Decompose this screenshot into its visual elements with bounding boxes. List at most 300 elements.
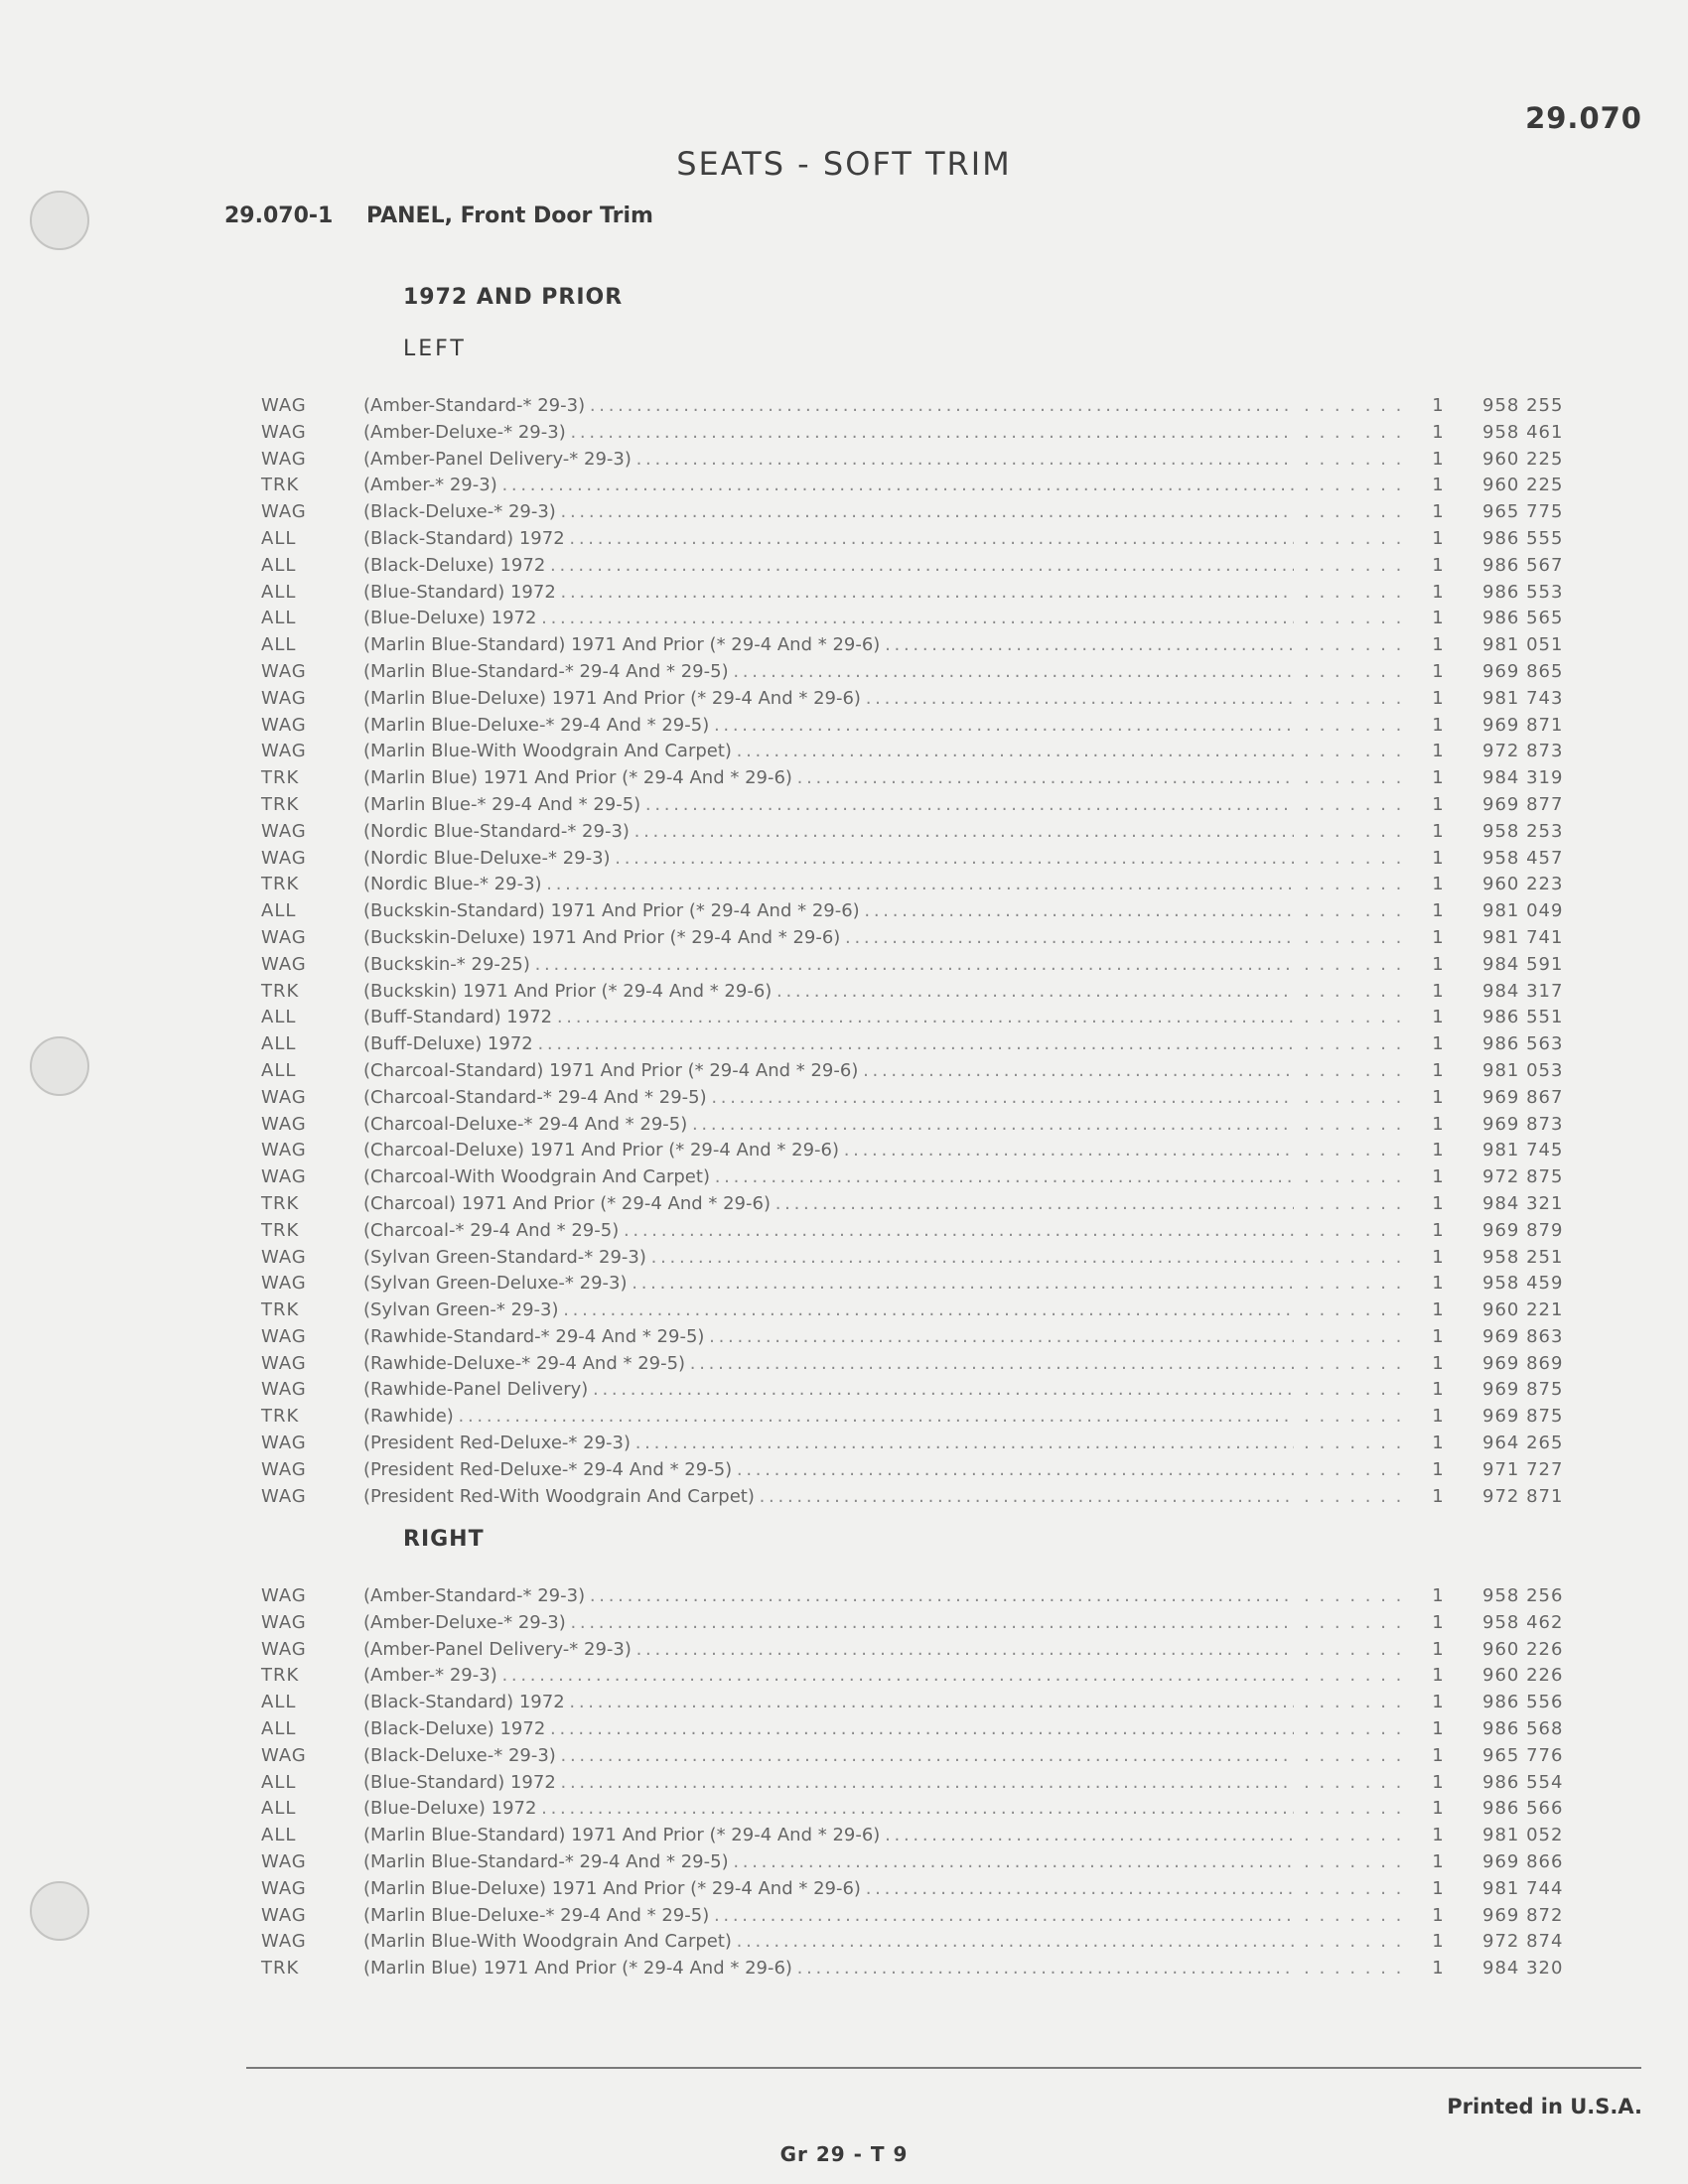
table-row (261, 686, 1582, 713)
quantity: 1 (1423, 1245, 1453, 1272)
table-row (261, 1663, 1582, 1690)
quantity: 1 (1423, 632, 1453, 659)
quantity: 1 (1423, 1583, 1453, 1610)
part-number-value: 981 051 (1482, 632, 1582, 659)
table-row (261, 1876, 1582, 1903)
model-code: WAG (261, 847, 307, 869)
model-code: WAG (261, 1850, 307, 1872)
leader-dots: . . . . . . . (1304, 1770, 1393, 1797)
table-row (261, 1164, 1582, 1191)
leader-dots: . . . . . . . (1304, 580, 1393, 607)
part-description: (Marlin Blue-Deluxe) 1971 And Prior (* 29-4 And * 29-6) . . . (363, 1876, 1515, 1903)
part-description: (President Red-With Woodgrain And Carpet) . . . (363, 1484, 1515, 1511)
part-description: (President Red-Deluxe-* 29-3) . . . (363, 1431, 1515, 1457)
part-description: (Sylvan Green-Standard-* 29-3) . . . (363, 1245, 1515, 1272)
model-code: ALL (261, 1007, 297, 1028)
table-row (261, 1690, 1582, 1716)
table-row (261, 739, 1582, 765)
part-number-value: 960 225 (1482, 473, 1582, 499)
part-description: (Amber-Panel Delivery-* 29-3) . . . (363, 447, 1515, 474)
part-description: (Amber-* 29-3) . . . (363, 1663, 1515, 1690)
model-code: TRK (261, 1406, 300, 1428)
part-description: (Blue-Deluxe) 1972 . . . (363, 1796, 1515, 1823)
part-description: (Buckskin-Deluxe) 1971 And Prior (* 29-4 And * 29-6) . . . (363, 925, 1515, 952)
leader-dots: . . . . . . . (1304, 1637, 1393, 1664)
leader-dots: . . . . . . . (1304, 686, 1393, 713)
table-row (261, 1796, 1582, 1823)
part-number-value: 958 457 (1482, 846, 1582, 873)
quantity: 1 (1423, 1484, 1453, 1511)
part-description: (Marlin Blue) 1971 And Prior (* 29-4 And * 29-6) . . . (363, 1956, 1515, 1982)
table-row (261, 1956, 1582, 1982)
table-row (261, 1823, 1582, 1849)
part-number-value: 972 875 (1482, 1164, 1582, 1191)
part-description: (Charcoal) 1971 And Prior (* 29-4 And * 29-6) . . . (363, 1191, 1515, 1218)
quantity: 1 (1423, 1796, 1453, 1823)
leader-dots: . . . . . . . (1304, 1929, 1393, 1956)
leader-dots: . . . . . . . (1304, 898, 1393, 925)
part-description: (Marlin Blue) 1971 And Prior (* 29-4 And * 29-6) . . . (363, 765, 1515, 792)
leader-dots: . . . . . . . (1304, 1351, 1393, 1378)
model-code: ALL (261, 900, 297, 922)
leader-dots: . . . . . . . (1304, 1297, 1393, 1324)
part-description: (Rawhide) . . . (363, 1404, 1515, 1431)
model-code: TRK (261, 1192, 300, 1214)
leader-dots: . . . . . . . (1304, 925, 1393, 952)
table-row (261, 1005, 1582, 1031)
part-number-value: 960 223 (1482, 872, 1582, 898)
quantity: 1 (1423, 979, 1453, 1006)
part-description: (Marlin Blue-Standard-* 29-4 And * 29-5) . . . (363, 1849, 1515, 1876)
table-row (261, 1903, 1582, 1930)
quantity: 1 (1423, 1610, 1453, 1637)
leader-dots: . . . . . . . (1304, 1271, 1393, 1297)
quantity: 1 (1423, 1138, 1453, 1164)
quantity: 1 (1423, 1058, 1453, 1085)
leader-dots: . . . . . . . (1304, 659, 1393, 686)
part-description: (Charcoal-With Woodgrain And Carpet) . . . (363, 1164, 1515, 1191)
leader-dots: . . . . . . . (1304, 393, 1393, 420)
table-row (261, 1031, 1582, 1058)
model-code: TRK (261, 793, 300, 815)
quantity: 1 (1423, 1031, 1453, 1058)
leader-dots: . . . . . . . (1304, 1005, 1393, 1031)
leader-dots: . . . . . . . (1304, 553, 1393, 580)
quantity: 1 (1423, 393, 1453, 420)
leader-dots: . . . . . . . (1304, 473, 1393, 499)
table-row (261, 765, 1582, 792)
part-description: (Marlin Blue-* 29-4 And * 29-5) . . . (363, 792, 1515, 819)
part-description: (Amber-Standard-* 29-3) . . . (363, 393, 1515, 420)
part-number-value: 958 251 (1482, 1245, 1582, 1272)
quantity: 1 (1423, 819, 1453, 846)
table-row (261, 846, 1582, 873)
part-description: (Blue-Deluxe) 1972 . . . (363, 606, 1515, 632)
leader-dots: . . . . . . . (1304, 979, 1393, 1006)
leader-dots: . . . . . . . (1304, 846, 1393, 873)
model-code: TRK (261, 874, 300, 895)
table-row (261, 420, 1582, 447)
leader-dots: . . . . . . . (1304, 1484, 1393, 1511)
leader-dots: . . . . . . . (1304, 1583, 1393, 1610)
part-description: (Black-Deluxe) 1972 . . . (363, 553, 1515, 580)
leader-dots: . . . . . . . (1304, 1324, 1393, 1351)
section-title: SEATS - SOFT TRIM (676, 145, 1012, 183)
part-description: (Marlin Blue-Deluxe-* 29-4 And * 29-5) . . . (363, 713, 1515, 740)
part-description: (Nordic Blue-* 29-3) . . . (363, 872, 1515, 898)
leader-dots: . . . . . . . (1304, 1716, 1393, 1743)
quantity: 1 (1423, 1743, 1453, 1770)
table-row (261, 632, 1582, 659)
table-row (261, 473, 1582, 499)
leader-dots: . . . . . . . (1304, 1031, 1393, 1058)
table-row (261, 499, 1582, 526)
part-description: (Buckskin-* 29-25) . . . (363, 952, 1515, 979)
quantity: 1 (1423, 1849, 1453, 1876)
quantity: 1 (1423, 1404, 1453, 1431)
leader-dots: . . . . . . . (1304, 1849, 1393, 1876)
leader-dots: . . . . . . . (1304, 1377, 1393, 1404)
quantity: 1 (1423, 580, 1453, 607)
quantity: 1 (1423, 499, 1453, 526)
left-parts-list (261, 393, 1582, 1510)
page-number: 29.070 (1525, 101, 1642, 135)
leader-dots: . . . . . . . (1304, 606, 1393, 632)
part-description: (Marlin Blue-Standard) 1971 And Prior (* 29-4 And * 29-6) . . . (363, 1823, 1515, 1849)
part-description: (Marlin Blue-Standard) 1971 And Prior (* 29-4 And * 29-6) . . . (363, 632, 1515, 659)
model-code: ALL (261, 1771, 297, 1793)
quantity: 1 (1423, 1324, 1453, 1351)
part-name: PANEL, Front Door Trim (366, 204, 653, 228)
part-description: (Marlin Blue-Standard-* 29-4 And * 29-5) . . . (363, 659, 1515, 686)
table-row (261, 872, 1582, 898)
quantity: 1 (1423, 659, 1453, 686)
model-code: TRK (261, 1665, 300, 1687)
table-row (261, 393, 1582, 420)
part-number-value: 986 566 (1482, 1796, 1582, 1823)
part-number-value: 972 873 (1482, 739, 1582, 765)
quantity: 1 (1423, 1085, 1453, 1112)
part-number-value: 971 727 (1482, 1457, 1582, 1484)
quantity: 1 (1423, 1005, 1453, 1031)
leader-dots: . . . . . . . (1304, 499, 1393, 526)
table-row (261, 526, 1582, 553)
model-code: ALL (261, 1717, 297, 1739)
part-description: (Black-Standard) 1972 . . . (363, 1690, 1515, 1716)
part-description: (Sylvan Green-* 29-3) . . . (363, 1297, 1515, 1324)
part-description: (Rawhide-Deluxe-* 29-4 And * 29-5) . . . (363, 1351, 1515, 1378)
quantity: 1 (1423, 898, 1453, 925)
part-number: 29.070-1 (224, 204, 334, 228)
quantity: 1 (1423, 1690, 1453, 1716)
footer-page-code: Gr 29 - T 9 (779, 2142, 909, 2166)
part-number-value: 984 320 (1482, 1956, 1582, 1982)
part-description: (Buff-Standard) 1972 . . . (363, 1005, 1515, 1031)
part-number-value: 986 565 (1482, 606, 1582, 632)
part-number-value: 981 052 (1482, 1823, 1582, 1849)
leader-dots: . . . . . . . (1304, 526, 1393, 553)
binder-hole-bottom (30, 1881, 89, 1941)
leader-dots: . . . . . . . (1304, 1823, 1393, 1849)
part-number-value: 986 568 (1482, 1716, 1582, 1743)
quantity: 1 (1423, 1457, 1453, 1484)
model-code: WAG (261, 1325, 307, 1347)
model-code: ALL (261, 581, 297, 603)
leader-dots: . . . . . . . (1304, 819, 1393, 846)
left-heading: LEFT (403, 337, 467, 361)
quantity: 1 (1423, 1637, 1453, 1664)
part-description: (Charcoal-Standard) 1971 And Prior (* 29-4 And * 29-6) . . . (363, 1058, 1515, 1085)
model-code: WAG (261, 1744, 307, 1766)
model-code: WAG (261, 395, 307, 416)
table-row (261, 1770, 1582, 1797)
part-description: (Amber-Standard-* 29-3) . . . (363, 1583, 1515, 1610)
part-number-value: 984 317 (1482, 979, 1582, 1006)
model-code: WAG (261, 660, 307, 682)
quantity: 1 (1423, 1218, 1453, 1245)
table-row (261, 580, 1582, 607)
table-row (261, 1610, 1582, 1637)
binder-hole-top (30, 191, 89, 250)
quantity: 1 (1423, 420, 1453, 447)
model-code: WAG (261, 1585, 307, 1606)
part-number-value: 981 741 (1482, 925, 1582, 952)
model-code: TRK (261, 1219, 300, 1241)
quantity: 1 (1423, 1956, 1453, 1982)
part-number-value: 969 872 (1482, 1903, 1582, 1930)
part-number-value: 958 461 (1482, 420, 1582, 447)
table-row (261, 553, 1582, 580)
quantity: 1 (1423, 1112, 1453, 1139)
part-description: (Amber-* 29-3) . . . (363, 473, 1515, 499)
part-number-value: 986 551 (1482, 1005, 1582, 1031)
model-code: ALL (261, 1825, 297, 1846)
part-description: (Marlin Blue-With Woodgrain And Carpet) . . . (363, 1929, 1515, 1956)
part-number-value: 958 253 (1482, 819, 1582, 846)
leader-dots: . . . . . . . (1304, 792, 1393, 819)
part-description: (Rawhide-Panel Delivery) . . . (363, 1377, 1515, 1404)
part-description: (Black-Standard) 1972 . . . (363, 526, 1515, 553)
table-row (261, 1351, 1582, 1378)
part-description: (Marlin Blue-Deluxe-* 29-4 And * 29-5) . . . (363, 1903, 1515, 1930)
leader-dots: . . . . . . . (1304, 1431, 1393, 1457)
table-row (261, 1245, 1582, 1272)
model-code: WAG (261, 448, 307, 470)
table-row (261, 1085, 1582, 1112)
part-number-value: 969 869 (1482, 1351, 1582, 1378)
part-description: (Marlin Blue-Deluxe) 1971 And Prior (* 29-4 And * 29-6) . . . (363, 686, 1515, 713)
model-code: WAG (261, 1485, 307, 1507)
leader-dots: . . . . . . . (1304, 1164, 1393, 1191)
quantity: 1 (1423, 1351, 1453, 1378)
quantity: 1 (1423, 1716, 1453, 1743)
leader-dots: . . . . . . . (1304, 1058, 1393, 1085)
table-row (261, 447, 1582, 474)
table-row (261, 1743, 1582, 1770)
quantity: 1 (1423, 1377, 1453, 1404)
part-number-value: 981 745 (1482, 1138, 1582, 1164)
model-code: ALL (261, 527, 297, 549)
leader-dots: . . . . . . . (1304, 1610, 1393, 1637)
part-number-value: 965 775 (1482, 499, 1582, 526)
part-heading (224, 204, 653, 228)
printed-in-usa: Printed in U.S.A. (1447, 2095, 1642, 2118)
part-number-value: 986 556 (1482, 1690, 1582, 1716)
part-description: (Amber-Panel Delivery-* 29-3) . . . (363, 1637, 1515, 1664)
table-row (261, 898, 1582, 925)
model-code: WAG (261, 953, 307, 975)
part-description: (Black-Deluxe-* 29-3) . . . (363, 499, 1515, 526)
part-description: (Amber-Deluxe-* 29-3) . . . (363, 420, 1515, 447)
part-number-value: 958 256 (1482, 1583, 1582, 1610)
part-description: (Buff-Deluxe) 1972 . . . (363, 1031, 1515, 1058)
quantity: 1 (1423, 792, 1453, 819)
table-row (261, 1297, 1582, 1324)
table-row (261, 1484, 1582, 1511)
part-description: (Nordic Blue-Deluxe-* 29-3) . . . (363, 846, 1515, 873)
quantity: 1 (1423, 846, 1453, 873)
table-row (261, 1271, 1582, 1297)
leader-dots: . . . . . . . (1304, 1138, 1393, 1164)
table-row (261, 1583, 1582, 1610)
table-row (261, 713, 1582, 740)
quantity: 1 (1423, 473, 1453, 499)
leader-dots: . . . . . . . (1304, 1085, 1393, 1112)
part-description: (Black-Deluxe-* 29-3) . . . (363, 1743, 1515, 1770)
part-number-value: 969 871 (1482, 713, 1582, 740)
model-code: TRK (261, 1958, 300, 1979)
leader-dots: . . . . . . . (1304, 1876, 1393, 1903)
part-number-value: 969 873 (1482, 1112, 1582, 1139)
quantity: 1 (1423, 1770, 1453, 1797)
model-code: ALL (261, 1033, 297, 1055)
leader-dots: . . . . . . . (1304, 872, 1393, 898)
leader-dots: . . . . . . . (1304, 713, 1393, 740)
model-code: WAG (261, 1086, 307, 1108)
model-code: WAG (261, 1352, 307, 1374)
table-row (261, 1324, 1582, 1351)
part-number-value: 986 563 (1482, 1031, 1582, 1058)
model-code: WAG (261, 1433, 307, 1454)
leader-dots: . . . . . . . (1304, 952, 1393, 979)
part-description: (Charcoal-Standard-* 29-4 And * 29-5) . . . (363, 1085, 1515, 1112)
table-row (261, 1112, 1582, 1139)
model-code: WAG (261, 820, 307, 842)
footer-rule (246, 2067, 1641, 2069)
quantity: 1 (1423, 1164, 1453, 1191)
table-row (261, 659, 1582, 686)
leader-dots: . . . . . . . (1304, 1245, 1393, 1272)
part-description: (Blue-Standard) 1972 . . . (363, 1770, 1515, 1797)
quantity: 1 (1423, 1663, 1453, 1690)
table-row (261, 1929, 1582, 1956)
model-code: TRK (261, 1299, 300, 1321)
quantity: 1 (1423, 606, 1453, 632)
leader-dots: . . . . . . . (1304, 1663, 1393, 1690)
part-description: (Charcoal-Deluxe) 1971 And Prior (* 29-4 And * 29-6) . . . (363, 1138, 1515, 1164)
model-code: WAG (261, 1638, 307, 1660)
leader-dots: . . . . . . . (1304, 1404, 1393, 1431)
part-number-value: 984 319 (1482, 765, 1582, 792)
part-description: (Amber-Deluxe-* 29-3) . . . (363, 1610, 1515, 1637)
year-heading: 1972 AND PRIOR (403, 285, 624, 310)
table-row (261, 952, 1582, 979)
leader-dots: . . . . . . . (1304, 765, 1393, 792)
quantity: 1 (1423, 1876, 1453, 1903)
quantity: 1 (1423, 739, 1453, 765)
table-row (261, 1218, 1582, 1245)
table-row (261, 979, 1582, 1006)
part-number-value: 981 049 (1482, 898, 1582, 925)
model-code: WAG (261, 1113, 307, 1135)
quantity: 1 (1423, 952, 1453, 979)
part-description: (Buckskin) 1971 And Prior (* 29-4 And * 29-6) . . . (363, 979, 1515, 1006)
part-number-value: 969 875 (1482, 1404, 1582, 1431)
part-description: (President Red-Deluxe-* 29-4 And * 29-5) . . . (363, 1457, 1515, 1484)
table-row (261, 1138, 1582, 1164)
part-number-value: 969 867 (1482, 1085, 1582, 1112)
part-number-value: 972 874 (1482, 1929, 1582, 1956)
model-code: ALL (261, 1059, 297, 1081)
part-description: (Buckskin-Standard) 1971 And Prior (* 29-4 And * 29-6) . . . (363, 898, 1515, 925)
part-number-value: 986 554 (1482, 1770, 1582, 1797)
model-code: ALL (261, 1692, 297, 1713)
part-number-value: 969 865 (1482, 659, 1582, 686)
part-number-value: 969 875 (1482, 1377, 1582, 1404)
model-code: WAG (261, 1458, 307, 1480)
quantity: 1 (1423, 447, 1453, 474)
quantity: 1 (1423, 925, 1453, 952)
quantity: 1 (1423, 526, 1453, 553)
part-number-value: 986 567 (1482, 553, 1582, 580)
model-code: WAG (261, 421, 307, 443)
leader-dots: . . . . . . . (1304, 1796, 1393, 1823)
quantity: 1 (1423, 765, 1453, 792)
model-code: WAG (261, 501, 307, 523)
quantity: 1 (1423, 1929, 1453, 1956)
part-number-value: 960 226 (1482, 1637, 1582, 1664)
part-number-value: 986 555 (1482, 526, 1582, 553)
model-code: WAG (261, 1379, 307, 1401)
part-number-value: 960 225 (1482, 447, 1582, 474)
part-description: (Marlin Blue-With Woodgrain And Carpet) . . . (363, 739, 1515, 765)
part-description: (Black-Deluxe) 1972 . . . (363, 1716, 1515, 1743)
model-code: ALL (261, 1798, 297, 1820)
model-code: ALL (261, 554, 297, 576)
part-number-value: 960 226 (1482, 1663, 1582, 1690)
quantity: 1 (1423, 1297, 1453, 1324)
leader-dots: . . . . . . . (1304, 1903, 1393, 1930)
part-number-value: 981 743 (1482, 686, 1582, 713)
part-number-value: 969 863 (1482, 1324, 1582, 1351)
table-row (261, 792, 1582, 819)
leader-dots: . . . . . . . (1304, 739, 1393, 765)
right-heading: RIGHT (403, 1527, 485, 1552)
part-number-value: 981 053 (1482, 1058, 1582, 1085)
part-number-value: 958 459 (1482, 1271, 1582, 1297)
table-row (261, 1191, 1582, 1218)
leader-dots: . . . . . . . (1304, 1956, 1393, 1982)
leader-dots: . . . . . . . (1304, 447, 1393, 474)
part-number-value: 965 776 (1482, 1743, 1582, 1770)
table-row (261, 819, 1582, 846)
quantity: 1 (1423, 872, 1453, 898)
model-code: WAG (261, 1904, 307, 1926)
leader-dots: . . . . . . . (1304, 1191, 1393, 1218)
table-row (261, 1431, 1582, 1457)
leader-dots: . . . . . . . (1304, 1457, 1393, 1484)
part-number-value: 958 255 (1482, 393, 1582, 420)
